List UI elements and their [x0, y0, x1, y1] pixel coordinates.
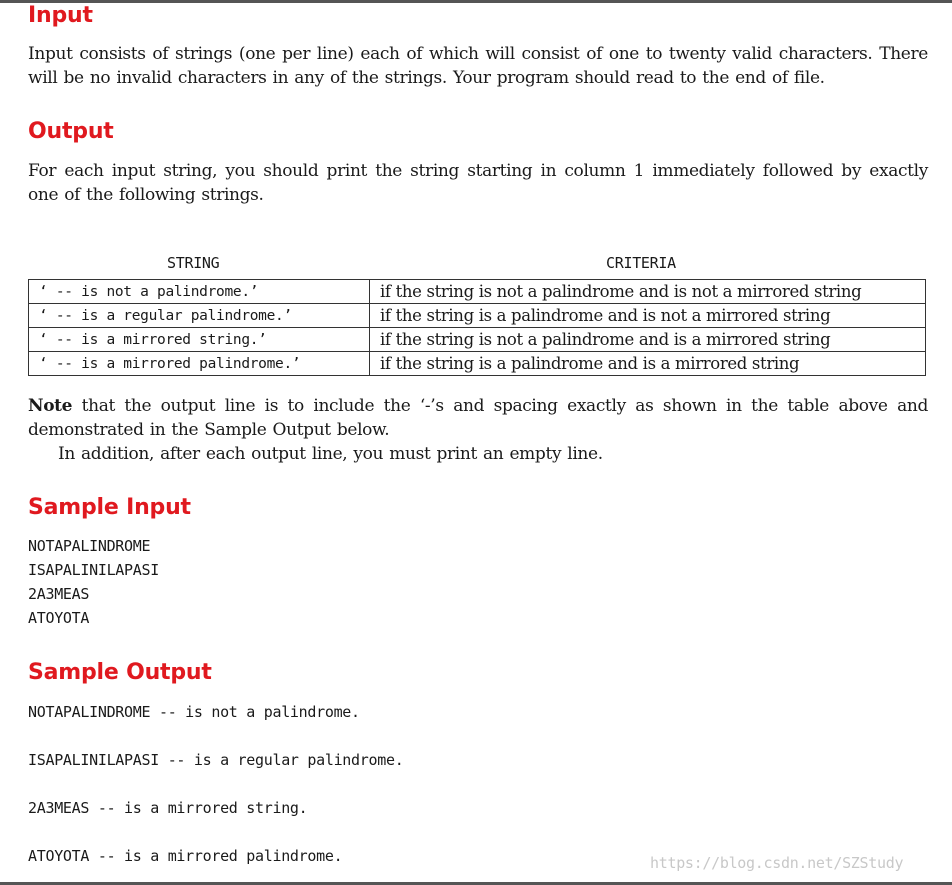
- output-heading: Output: [28, 119, 114, 144]
- note-paragraph: [28, 394, 928, 442]
- table-cell-string: ‘ -- is a regular palindrome.’: [29, 304, 370, 328]
- watermark-text: https://blog.csdn.net/SZStudy: [650, 854, 904, 872]
- sample-output-line: ISAPALINILAPASI -- is a regular palindrome.: [28, 751, 404, 769]
- sample-input-line: NOTAPALINDROME: [28, 537, 151, 555]
- note-text: that the output line is to include the ‘-’s and spacing exactly as shown in the table above and demonstrated in the Sample Output below.: [28, 396, 928, 440]
- table-cell-criteria: if the string is not a palindrome and is not a mirrored string: [370, 280, 926, 304]
- table-header-criteria: CRITERIA: [606, 254, 676, 272]
- table-row: [29, 304, 926, 328]
- sample-output-line: ATOYOTA -- is a mirrored palindrome.: [28, 847, 343, 865]
- sample-input-heading: Sample Input: [28, 495, 191, 520]
- table-cell-string: ‘ -- is a mirrored palindrome.’: [29, 352, 370, 376]
- criteria-table: [28, 279, 926, 376]
- table-row: [29, 280, 926, 304]
- table-cell-criteria: if the string is not a palindrome and is a mirrored string: [370, 328, 926, 352]
- table-cell-string: ‘ -- is a mirrored string.’: [29, 328, 370, 352]
- table-header-string: STRING: [167, 254, 220, 272]
- addition-paragraph: In addition, after each output line, you must print an empty line.: [58, 444, 603, 464]
- sample-output-heading: Sample Output: [28, 660, 212, 685]
- input-description: Input consists of strings (one per line) each of which will consist of one to twenty valid characters. There will be no invalid characters in any of the strings. Your program should read to the end of file.: [28, 44, 928, 88]
- input-heading: Input: [28, 3, 93, 28]
- table-cell-criteria: if the string is a palindrome and is a mirrored string: [370, 352, 926, 376]
- table-cell-string: ‘ -- is not a palindrome.’: [29, 280, 370, 304]
- table-cell-criteria: if the string is a palindrome and is not a mirrored string: [370, 304, 926, 328]
- sample-input-line: ATOYOTA: [28, 609, 90, 627]
- output-description: For each input string, you should print the string starting in column 1 immediately followed by exactly one of the following strings.: [28, 161, 928, 205]
- sample-input-line: ISAPALINILAPASI: [28, 561, 159, 579]
- table-row: [29, 352, 926, 376]
- sample-output-line: NOTAPALINDROME -- is not a palindrome.: [28, 703, 360, 721]
- sample-output-line: 2A3MEAS -- is a mirrored string.: [28, 799, 308, 817]
- note-bold-label: Note: [28, 396, 73, 416]
- sample-input-line: 2A3MEAS: [28, 585, 90, 603]
- top-rule: [0, 0, 952, 3]
- table-row: [29, 328, 926, 352]
